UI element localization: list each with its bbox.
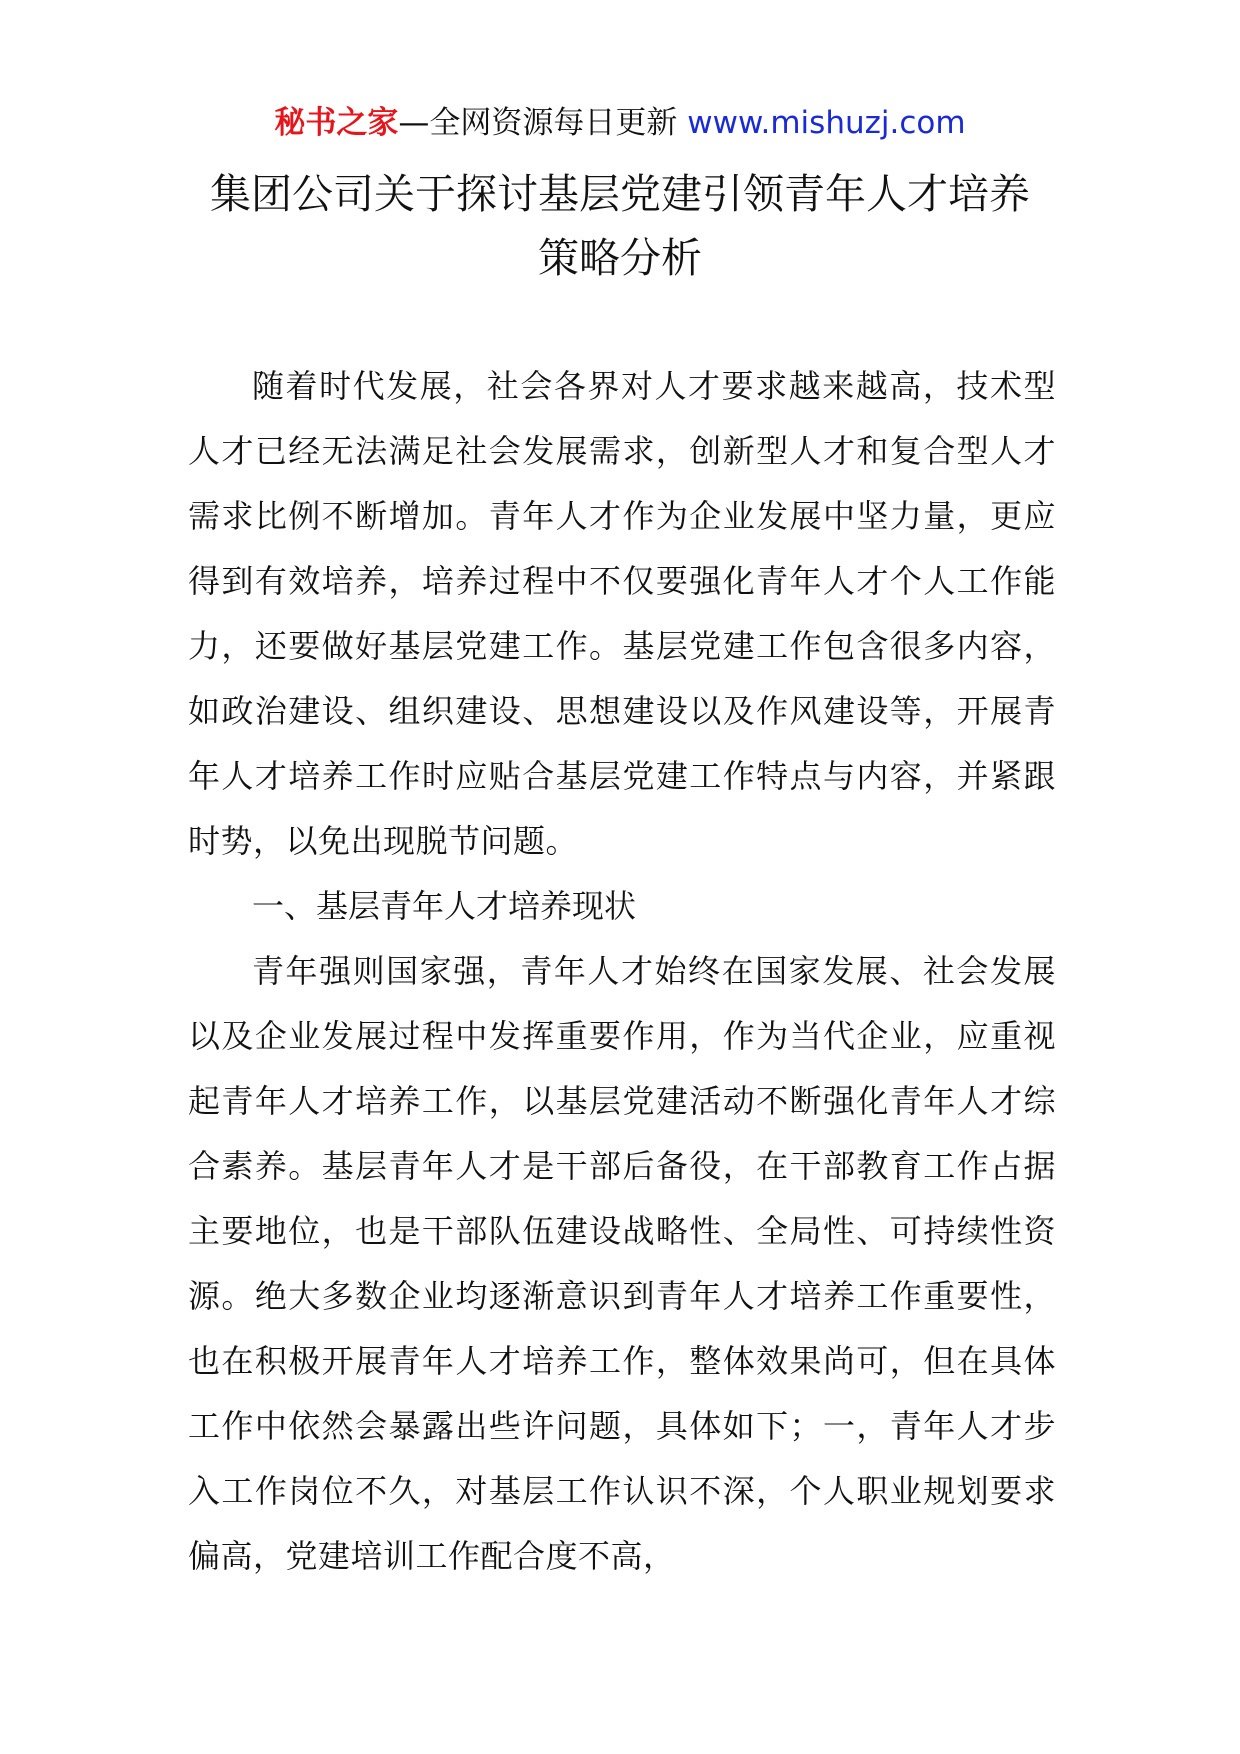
document-title — [150, 162, 1090, 290]
title-line-2: 策略分析 — [538, 234, 702, 282]
site-banner — [0, 100, 1240, 146]
section-heading-1: 一、基层青年人才培养现状 — [252, 887, 637, 925]
document-body — [188, 354, 1056, 1589]
banner-tagline: —全网资源每日更新 — [398, 105, 688, 141]
section-1-paragraph: 青年强则国家强，青年人才始终在国家发展、社会发展以及企业发展过程中发挥重要作用，作为当代企业，应重视起青年人才培养工作，以基层党建活动不断强化青年人才综合素养。基层青年人才是干部后备役，在干部教育工作占据主要地位，也是干部队伍建设战略性、全局性、可持续性资源。绝大多数企业均逐渐意识到青年人才培养工作重要性，也在积极开展青年人才培养工作，整体效果尚可，但在具体工作中依然会暴露出些许问题，具体如下；一，青年人才步入工作岗位不久，对基层工作认识不深，个人职业规划要求偏高，党建培训工作配合度不高， — [188, 952, 1056, 1575]
banner-url-link[interactable]: www.mishuzj.com — [687, 105, 966, 141]
banner-brand: 秘书之家 — [274, 105, 399, 141]
intro-paragraph: 随着时代发展，社会各界对人才要求越来越高，技术型人才已经无法满足社会发展需求，创新型人才和复合型人才需求比例不断增加。青年人才作为企业发展中坚力量，更应得到有效培养，培养过程中不仅要强化青年人才个人工作能力，还要做好基层党建工作。基层党建工作包含很多内容，如政治建设、组织建设、思想建设以及作风建设等，开展青年人才培养工作时应贴合基层党建工作特点与内容，并紧跟时势，以免出现脱节问题。 — [188, 367, 1056, 860]
title-line-1: 集团公司关于探讨基层党建引领青年人才培养 — [210, 170, 1030, 218]
